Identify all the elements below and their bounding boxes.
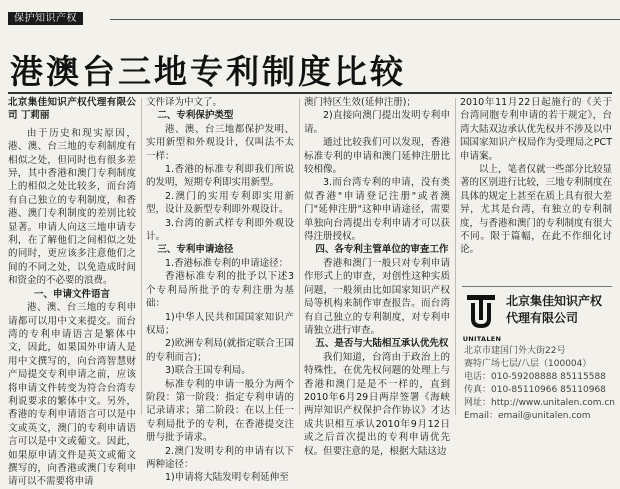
byline-author: 丁莉丽 <box>20 110 50 122</box>
article-column-2 <box>146 96 294 484</box>
paragraph: 1)中华人民共和国国家知识产权局； <box>146 311 294 336</box>
paragraph: 1)申请将大陆发明专利延伸至 <box>165 472 289 484</box>
article-column-1 <box>8 96 136 488</box>
ad-contact-block <box>464 345 615 423</box>
headline: 港澳台三地专利制度比较 <box>10 52 406 91</box>
paragraph: 3)联合王国专利局。 <box>165 365 251 377</box>
paragraph: 2.澳门的实用专利即实用新型，设计及新型专利即外观设计。 <box>146 190 294 216</box>
paragraph: 3.台湾的新式样专利即外观设计。 <box>146 217 294 243</box>
article-column-3 <box>304 96 450 457</box>
ad-phone: 电话：010-59208888 85115588 <box>464 372 606 382</box>
column-separator <box>455 98 456 415</box>
header-rule <box>110 19 620 20</box>
section-heading: 四、各专利主管单位的审查工作 <box>315 244 449 256</box>
paragraph: 港、澳、台三地都保护发明、实用新型和外观设计，仅叫法不太一样： <box>146 123 294 162</box>
paragraph: 标准专利的申请一般分为两个阶段：第一阶段：指定专利申请的记录请求；第二阶段：在以上任一专利局批予的专利，在香港提交注册与批予请求。 <box>146 378 294 444</box>
paragraph: 我们知道，台湾由于政治上的特殊性，在优先权问题的处理上与香港和澳门是是不一样的，直到2010年6月29日两岸签署《海峡两岸知识产权保护合作协议》才达成共识相互承认2010年9月12日或之后首次提出的专利申请优先权。但要注意的是，根据大陆这边 <box>304 351 450 457</box>
ad-website: 网址：http://www.unitalen.com.cn <box>464 398 615 408</box>
paragraph: 2.澳门发明专利的申请有以下两种途径： <box>146 445 294 470</box>
paragraph: 2010年11月22日起施行的《关于台湾同胞专利申请的若干规定》，台湾大陆双边承认优先权并不涉及以中国国家知识产权局作为受理局之PCT申请案。 <box>460 97 613 162</box>
paragraph: 以上，笔者仅就一些部分比较显著的区别进行比较，三地专利制度在具体的规定上甚至在质上具有很大差异，尤其是台湾，有独立的专利制度，与香港和澳门的专利制度有很大不同。限于篇幅，在此不作细化讨论。 <box>460 164 613 256</box>
logo-wordmark: UNITALEN <box>462 335 502 343</box>
paragraph: 港、澳、台三地的专利申请都可以用中文来提交。而台湾的专利申请语言是繁体中文，因此，如果国外申请人是用中文撰写的，向台湾智慧财产局提交专利申请之前，应该将申请文件转变为符合台湾专利说要求的繁体中文。另外，香港的专利申请语言可以是中文或英文，澳门的专利申请语言可以是中文或葡文。因此，如果原申请文件是英文或葡文撰写的，向香港或澳门专利申请可以不需要将申请 <box>8 302 136 488</box>
headline-rule <box>8 92 612 94</box>
ad-address-line: 赛特广场七层/八层（100004） <box>464 359 592 369</box>
byline-org: 北京集佳知识产权代理有限公司 <box>8 97 136 122</box>
ad-company-name: 北京集佳知识产权代理有限公司 <box>506 294 603 325</box>
ad-email: Email：email@unitalen.com <box>464 411 591 421</box>
paragraph: 由于历史和现实原因，港、澳、台三地的专利制度有相似之处，但同时也有很多差异，其中香港和澳门专利制度上的相似之处比较多，而台湾有自己独立的专利制度，和香港、澳门专利制度的差别比较显著。申请人向这三地申请专利，在了解他们之间相似之处的同时，更应该多注意他们之间的不同之处，以免造成时间和资金的不必要的浪费。 <box>8 127 136 287</box>
unitalen-logo-icon <box>465 293 497 331</box>
paragraph: 澳门特区生效(延伸注册)； <box>304 97 416 108</box>
paragraph: 2)欧洲专利局(就指定联合王国的专利而言)； <box>146 338 294 363</box>
section-heading: 五、是否与大陆相互承认优先权 <box>315 338 449 350</box>
paragraph: 香港标准专利的批予以下述3个专利局所批予的专利注册为基础： <box>146 271 294 310</box>
column-separator <box>299 98 300 415</box>
section-heading: 二、专利保护类型 <box>157 110 234 122</box>
section-heading: 一、申请文件语言 <box>33 288 110 300</box>
paragraph: 1.香港的标准专利即我们所说的发明，短期专利即实用新型。 <box>146 164 294 189</box>
paragraph: 1.香港标准专利的申请途径： <box>165 257 289 269</box>
section-heading: 三、专利申请途径 <box>157 244 234 256</box>
paragraph: 通过比较我们可以发现，香港标准专利的申请和澳门延伸注册比较相像。 <box>304 137 450 176</box>
column-separator <box>141 98 142 415</box>
paragraph: 2)直接向澳门提出发明专利申请。 <box>304 110 450 135</box>
paragraph: 香港和澳门一般只对专利申请作形式上的审查，对创性这种实质问题，一般须由比如国家知识产权局等机构来制作审查报告。而台湾有自己独立的专利制度，对专利申请独立进行审查。 <box>304 257 450 336</box>
ad-address-line: 北京市建国门外大街22号 <box>464 346 566 356</box>
company-ad <box>462 286 615 421</box>
paragraph: 文件译为中文了。 <box>146 97 223 108</box>
byline <box>8 96 136 123</box>
paragraph: 3.而台湾专利的申请，没有类似香港"申请登记注册"或者澳门"延伸注册"这种申请途径，需要单独向台湾提出专利申请才可以获得注册授权。 <box>304 177 450 243</box>
article-column-4 <box>460 96 612 279</box>
section-tag: 保护知识产权 <box>8 12 83 25</box>
ad-fax: 传真：010-85110966 85110968 <box>464 385 606 395</box>
